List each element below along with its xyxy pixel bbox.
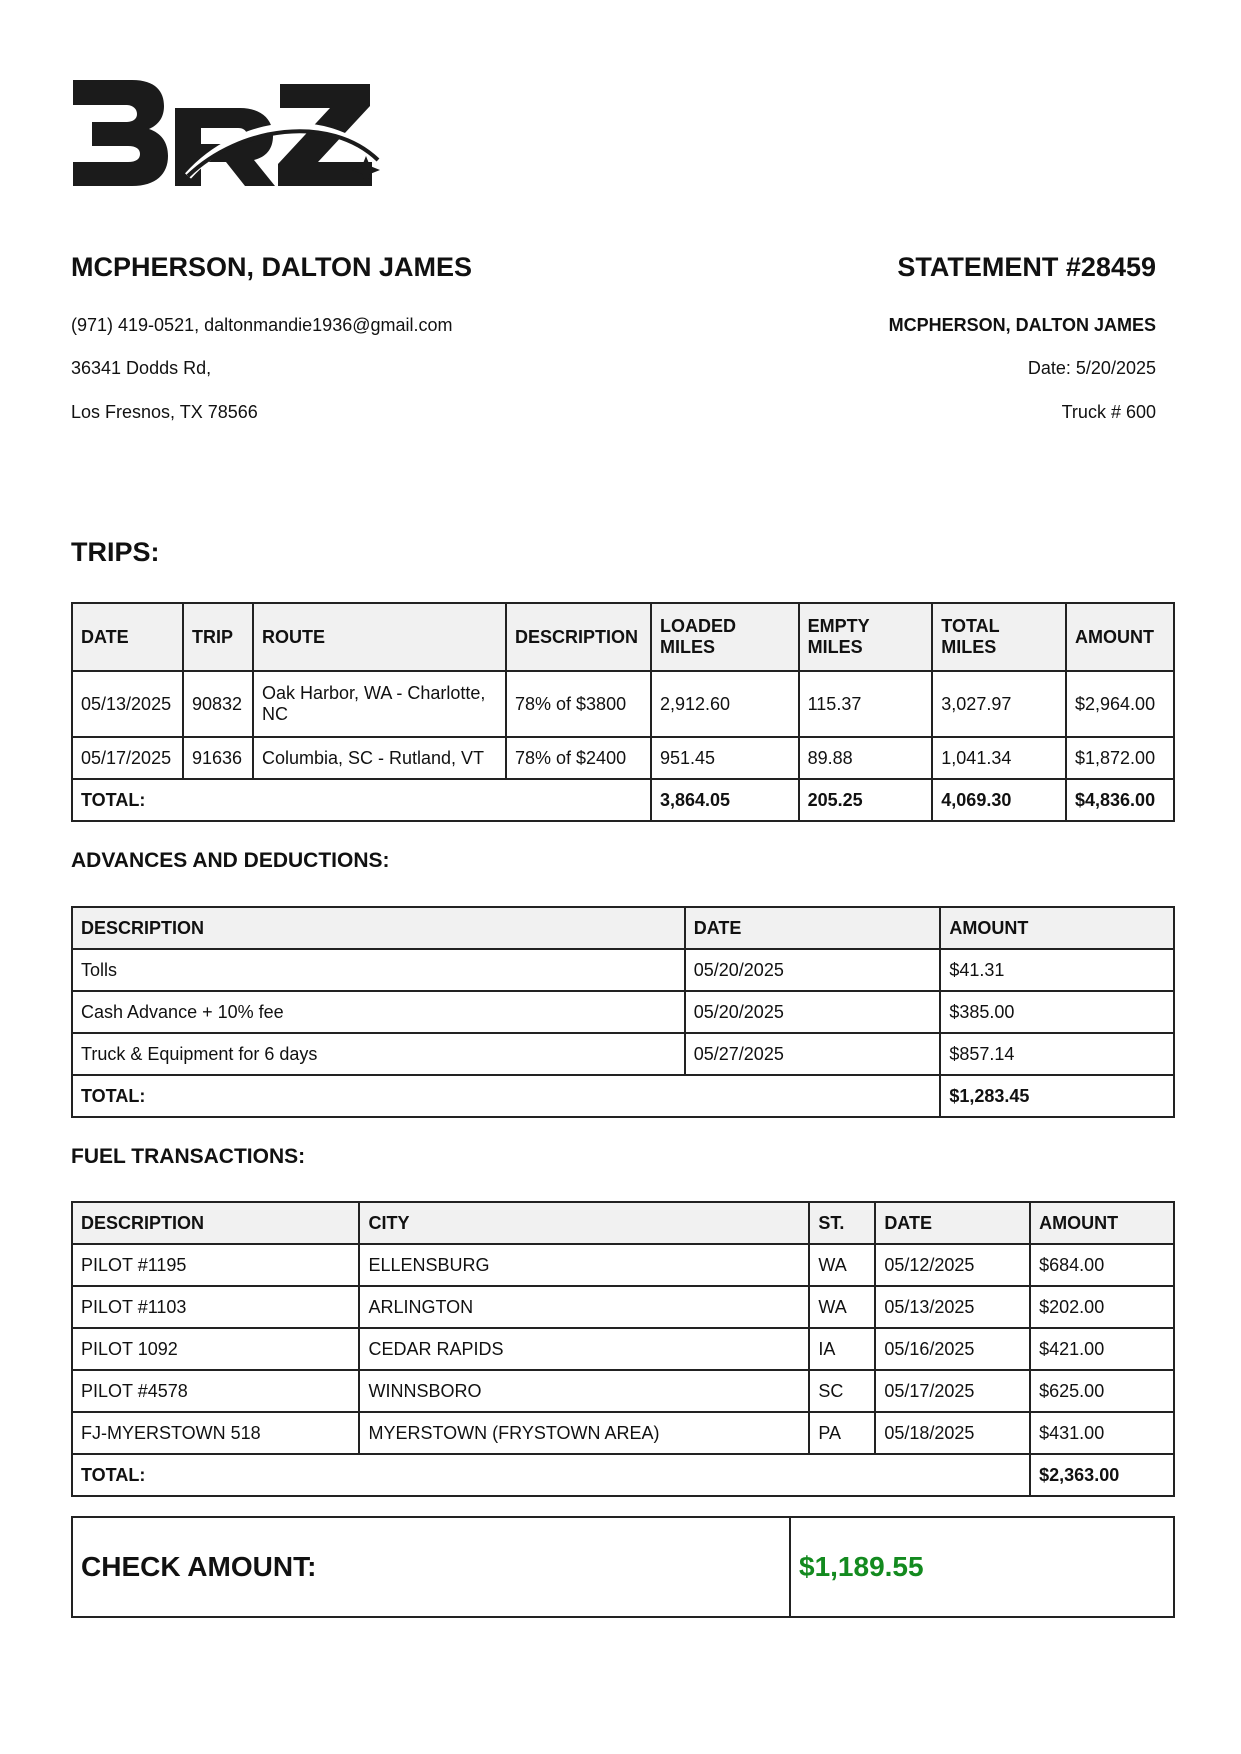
fuel-state: IA — [809, 1328, 875, 1370]
trip-number: 91636 — [183, 737, 253, 779]
table-row — [72, 991, 1174, 1033]
check-amount-label: CHECK AMOUNT: — [72, 1517, 790, 1617]
deductions-total-amount: $1,283.45 — [940, 1075, 1174, 1117]
col-loaded-miles: LOADED MILES — [651, 603, 799, 671]
fuel-date: 05/13/2025 — [875, 1286, 1030, 1328]
table-row — [72, 671, 1174, 737]
col-description: DESCRIPTION — [72, 1202, 359, 1244]
trips-total-label: TOTAL: — [72, 779, 651, 821]
brz-logo — [70, 78, 390, 193]
fuel-state: SC — [809, 1370, 875, 1412]
fuel-city: ELLENSBURG — [359, 1244, 809, 1286]
col-date: DATE — [875, 1202, 1030, 1244]
col-date: DATE — [72, 603, 183, 671]
fuel-table — [71, 1201, 1175, 1497]
trips-header-row — [72, 603, 1174, 671]
check-amount-value: $1,189.55 — [790, 1517, 1174, 1617]
trips-heading: TRIPS: — [71, 537, 160, 567]
fuel-amount: $431.00 — [1030, 1412, 1174, 1454]
deductions-total-row — [72, 1075, 1174, 1117]
trip-empty-miles: 89.88 — [799, 737, 933, 779]
trip-description: 78% of $2400 — [506, 737, 651, 779]
trip-route: Columbia, SC - Rutland, VT — [253, 737, 506, 779]
deduction-amount: $385.00 — [940, 991, 1174, 1033]
fuel-amount: $684.00 — [1030, 1244, 1174, 1286]
trips-total-amount: $4,836.00 — [1066, 779, 1174, 821]
trip-description: 78% of $3800 — [506, 671, 651, 737]
table-row — [72, 1244, 1174, 1286]
deduction-amount: $857.14 — [940, 1033, 1174, 1075]
fuel-amount: $421.00 — [1030, 1328, 1174, 1370]
check-amount-box — [71, 1516, 1175, 1618]
driver-contact: (971) 419-0521, daltonmandie1936@gmail.com — [71, 315, 453, 335]
deductions-heading: ADVANCES AND DEDUCTIONS: — [71, 849, 390, 872]
trip-number: 90832 — [183, 671, 253, 737]
driver-name-title: MCPHERSON, DALTON JAMES — [71, 252, 473, 282]
fuel-state: WA — [809, 1286, 875, 1328]
trip-total-miles: 3,027.97 — [932, 671, 1066, 737]
trip-loaded-miles: 951.45 — [651, 737, 799, 779]
trips-total-miles: 4,069.30 — [932, 779, 1066, 821]
table-row — [72, 1328, 1174, 1370]
fuel-date: 05/16/2025 — [875, 1328, 1030, 1370]
trips-total-loaded: 3,864.05 — [651, 779, 799, 821]
driver-address-line2: Los Fresnos, TX 78566 — [71, 402, 258, 422]
col-empty-miles: EMPTY MILES — [799, 603, 933, 671]
table-row — [72, 949, 1174, 991]
fuel-city: MYERSTOWN (FRYSTOWN AREA) — [359, 1412, 809, 1454]
deduction-amount: $41.31 — [940, 949, 1174, 991]
col-description: DESCRIPTION — [72, 907, 685, 949]
deduction-description: Cash Advance + 10% fee — [72, 991, 685, 1033]
deduction-date: 05/20/2025 — [685, 949, 941, 991]
table-row — [72, 1370, 1174, 1412]
table-row — [72, 1412, 1174, 1454]
trip-date: 05/17/2025 — [72, 737, 183, 779]
fuel-description: FJ-MYERSTOWN 518 — [72, 1412, 359, 1454]
fuel-state: WA — [809, 1244, 875, 1286]
fuel-amount: $202.00 — [1030, 1286, 1174, 1328]
deduction-date: 05/27/2025 — [685, 1033, 941, 1075]
trip-route: Oak Harbor, WA - Charlotte, NC — [253, 671, 506, 737]
deduction-description: Truck & Equipment for 6 days — [72, 1033, 685, 1075]
trip-amount: $2,964.00 — [1066, 671, 1174, 737]
col-amount: AMOUNT — [940, 907, 1174, 949]
deduction-description: Tolls — [72, 949, 685, 991]
fuel-amount: $625.00 — [1030, 1370, 1174, 1412]
trips-table — [71, 602, 1175, 822]
fuel-date: 05/17/2025 — [875, 1370, 1030, 1412]
fuel-date: 05/18/2025 — [875, 1412, 1030, 1454]
truck-number: Truck # 600 — [1061, 402, 1156, 422]
fuel-header-row — [72, 1202, 1174, 1244]
table-row — [72, 1033, 1174, 1075]
statement-date: Date: 5/20/2025 — [1027, 358, 1156, 378]
fuel-city: CEDAR RAPIDS — [359, 1328, 809, 1370]
trip-loaded-miles: 2,912.60 — [651, 671, 799, 737]
col-state: ST. — [809, 1202, 875, 1244]
trips-total-row — [72, 779, 1174, 821]
fuel-description: PILOT #4578 — [72, 1370, 359, 1412]
trip-empty-miles: 115.37 — [799, 671, 933, 737]
fuel-city: ARLINGTON — [359, 1286, 809, 1328]
fuel-heading: FUEL TRANSACTIONS: — [71, 1145, 306, 1168]
trip-amount: $1,872.00 — [1066, 737, 1174, 779]
fuel-total-row — [72, 1454, 1174, 1496]
driver-address-line1: 36341 Dodds Rd, — [71, 358, 212, 378]
col-date: DATE — [685, 907, 941, 949]
fuel-total-label: TOTAL: — [72, 1454, 1030, 1496]
col-amount: AMOUNT — [1066, 603, 1174, 671]
fuel-state: PA — [809, 1412, 875, 1454]
fuel-description: PILOT 1092 — [72, 1328, 359, 1370]
col-route: ROUTE — [253, 603, 506, 671]
table-row — [72, 737, 1174, 779]
fuel-city: WINNSBORO — [359, 1370, 809, 1412]
trips-total-empty: 205.25 — [799, 779, 933, 821]
fuel-description: PILOT #1103 — [72, 1286, 359, 1328]
deductions-header-row — [72, 907, 1174, 949]
fuel-total-amount: $2,363.00 — [1030, 1454, 1174, 1496]
deductions-total-label: TOTAL: — [72, 1075, 940, 1117]
deductions-table — [71, 906, 1175, 1118]
col-city: CITY — [359, 1202, 809, 1244]
statement-title: STATEMENT #28459 — [897, 252, 1156, 282]
table-row — [72, 1286, 1174, 1328]
statement-driver-name: MCPHERSON, DALTON JAMES — [888, 315, 1156, 335]
col-description: DESCRIPTION — [506, 603, 651, 671]
col-total-miles: TOTAL MILES — [932, 603, 1066, 671]
col-amount: AMOUNT — [1030, 1202, 1174, 1244]
col-trip: TRIP — [183, 603, 253, 671]
fuel-description: PILOT #1195 — [72, 1244, 359, 1286]
deduction-date: 05/20/2025 — [685, 991, 941, 1033]
trip-date: 05/13/2025 — [72, 671, 183, 737]
fuel-date: 05/12/2025 — [875, 1244, 1030, 1286]
trip-total-miles: 1,041.34 — [932, 737, 1066, 779]
